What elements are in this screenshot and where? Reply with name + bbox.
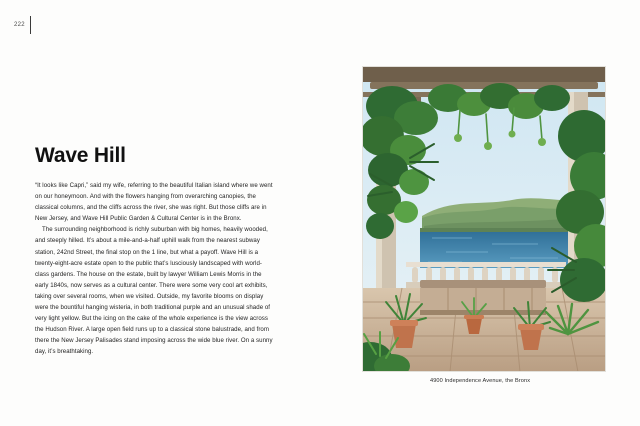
article-text-column — [35, 145, 275, 358]
illustration-svg — [362, 66, 606, 372]
folio-rule — [30, 16, 31, 34]
illustration-caption: 4900 Independence Avenue, the Bronx — [430, 378, 531, 384]
article-paragraph: The surrounding neighborhood is richly suburban with big homes, heavily wooded, and steeply hilled. It’s about a mile-and-a-half uphill walk from the nearest subway station, 242nd Street, the final stop on the 1 line, but what a payoff. Wave Hill is a twenty-eight-acre estate open to the public that’s lusciously landscaped with world-class gardens. The house on the estate, built by lawyer William Lewis Morris in the early 1840s, now serves as a cultural center. There were some very cool art exhibits, taking over several rooms, when we visited. Outside, my favorite blooms on display were the bountiful hanging wisteria, in both traditional purple and an unusual shade of very light yellow. But the icing on the cake of the whole experience is the view across the Hudson River. A large open field runs up to a classical stone balustrade, and from there the New Jersey Palisades stand imposing across the wide blue river. On a sunny day, it’s breathtaking. — [35, 226, 273, 356]
illustration-container — [362, 66, 606, 372]
page-title: Wave Hill — [35, 144, 126, 167]
article-paragraph: “It looks like Capri,” said my wife, referring to the beautiful Italian island where we went on our honeymoon. And with the flowers hanging from overarching canopies, the classical columns, and the cliffs across the river, she was right. But those cliffs are in New Jersey, and Wave Hill Public Garden & Cultural Center is in the Bronx. — [35, 182, 273, 223]
pergola-terrace-overlooking-river-illustration — [362, 66, 606, 372]
page-number: 222 — [14, 22, 25, 28]
